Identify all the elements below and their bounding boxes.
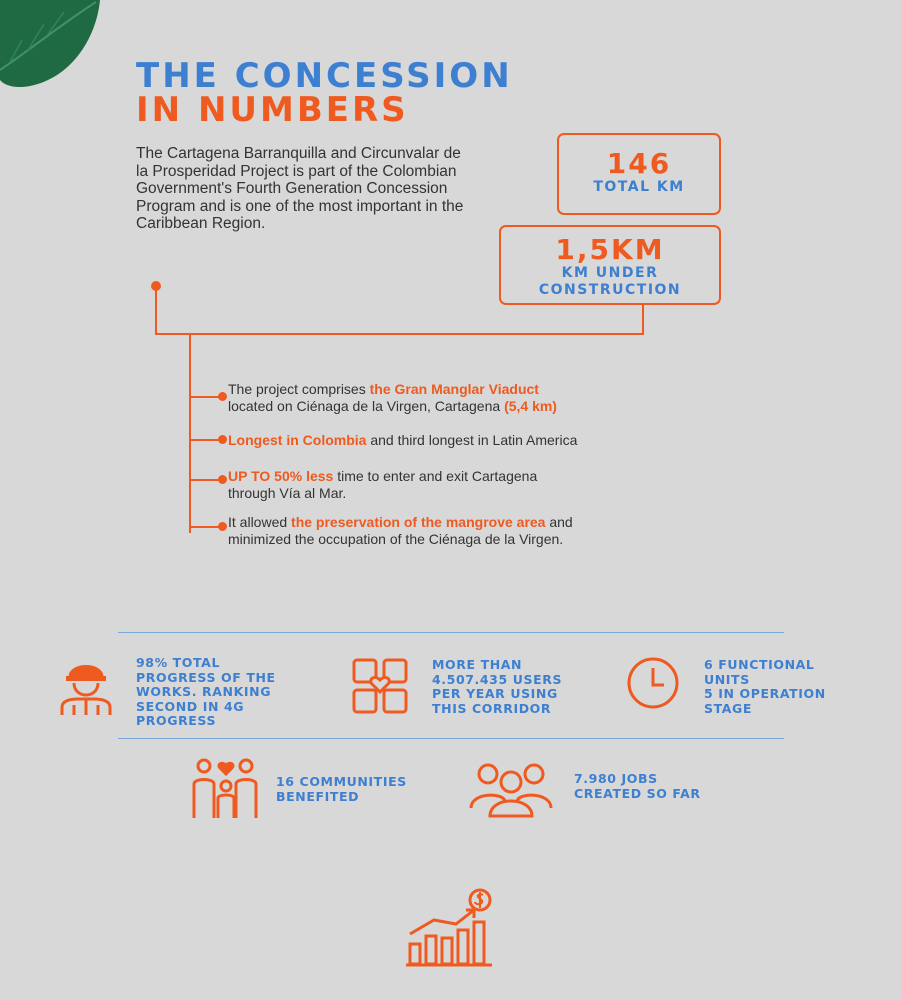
- bullet-dot: [218, 475, 227, 484]
- connector-line: [189, 333, 191, 533]
- feature-line: PROGRESS: [136, 713, 217, 728]
- growth-chart-icon: [404, 888, 498, 968]
- total-km-box: [557, 133, 721, 215]
- total-km-label: TOTAL KM: [593, 179, 685, 195]
- bullet-item: [228, 432, 688, 449]
- feature-line: 6 FUNCTIONAL: [704, 657, 815, 672]
- under-construction-label-2: CONSTRUCTION: [538, 282, 682, 298]
- bullet-dot: [218, 522, 227, 531]
- feature-line: CREATED SO FAR: [574, 785, 701, 801]
- feature-line: 7.980 JOBS: [574, 771, 658, 786]
- feature-line: 98% TOTAL: [136, 655, 221, 670]
- bullet-dot: [218, 392, 227, 401]
- bullet-text: through Vía al Mar.: [228, 485, 347, 501]
- bullet-highlight: UP TO 50% less: [228, 468, 334, 484]
- bullet-highlight: (5,4 km): [504, 398, 557, 414]
- page-title-line2: IN NUMBERS: [136, 90, 409, 130]
- bullet-text: and: [545, 514, 573, 530]
- divider: [118, 738, 784, 739]
- bullet-item: [228, 381, 688, 415]
- bullet-item: [228, 468, 688, 502]
- units-feature-text: [704, 658, 826, 716]
- progress-feature-text: [136, 656, 276, 729]
- communities-feature-text: [276, 775, 407, 804]
- bullet-highlight: Longest in Colombia: [228, 432, 367, 448]
- feature-line: STAGE: [704, 700, 753, 716]
- feature-line: UNITS: [704, 671, 750, 687]
- intro-paragraph: The Cartagena Barranquilla and Circunvalar de la Prosperidad Project is part of the Colombian Government's Fourth Generation Concession Program and is one of the most important in the Caribbean Region.: [136, 145, 464, 232]
- bullet-text: located on Ciénaga de la Virgen, Cartagena: [228, 398, 505, 414]
- total-km-value: 146: [606, 147, 672, 180]
- bullet-text: and third longest in Latin America: [366, 432, 578, 448]
- feature-line: BENEFITED: [276, 788, 360, 804]
- feature-line: WORKS. RANKING: [136, 684, 272, 699]
- connector-line: [155, 288, 157, 334]
- bullet-text: minimized the occupation of the Ciénaga de la Virgen.: [228, 531, 564, 547]
- users-feature-text: [432, 658, 562, 716]
- bullet-highlight: the Gran Manglar Viaduct: [369, 381, 539, 397]
- hands-heart-icon: [350, 656, 410, 716]
- bullet-text: time to enter and exit Cartagena: [333, 468, 538, 484]
- feature-line: PER YEAR USING: [432, 686, 558, 701]
- connector-line: [642, 305, 644, 335]
- feature-line: 5 IN OPERATION: [704, 686, 826, 701]
- feature-line: PROGRESS OF THE: [136, 669, 276, 685]
- feature-line: 16 COMMUNITIES: [276, 774, 407, 789]
- feature-line: SECOND IN 4G: [136, 698, 245, 714]
- under-construction-value: 1,5KM: [555, 233, 665, 266]
- bullet-text: The project comprises: [228, 381, 370, 397]
- clock-icon: [626, 656, 680, 710]
- page-title-line1: THE CONCESSION: [136, 56, 513, 96]
- under-construction-label-1: KM UNDER: [561, 265, 659, 281]
- jobs-feature-text: [574, 772, 701, 801]
- people-group-icon: [468, 762, 554, 818]
- divider: [118, 632, 784, 633]
- feature-line: MORE THAN: [432, 657, 523, 672]
- under-construction-box: [499, 225, 721, 305]
- leaf-icon: [0, 0, 110, 95]
- feature-line: THIS CORRIDOR: [432, 700, 552, 716]
- feature-line: 4.507.435 USERS: [432, 671, 563, 687]
- bullet-text: It allowed: [228, 514, 292, 530]
- worker-icon: [56, 655, 116, 717]
- bullet-item: [228, 514, 688, 548]
- family-icon: [190, 756, 262, 822]
- connector-line: [155, 333, 644, 335]
- bullet-dot: [218, 435, 227, 444]
- bullet-highlight: the preservation of the mangrove area: [291, 514, 546, 530]
